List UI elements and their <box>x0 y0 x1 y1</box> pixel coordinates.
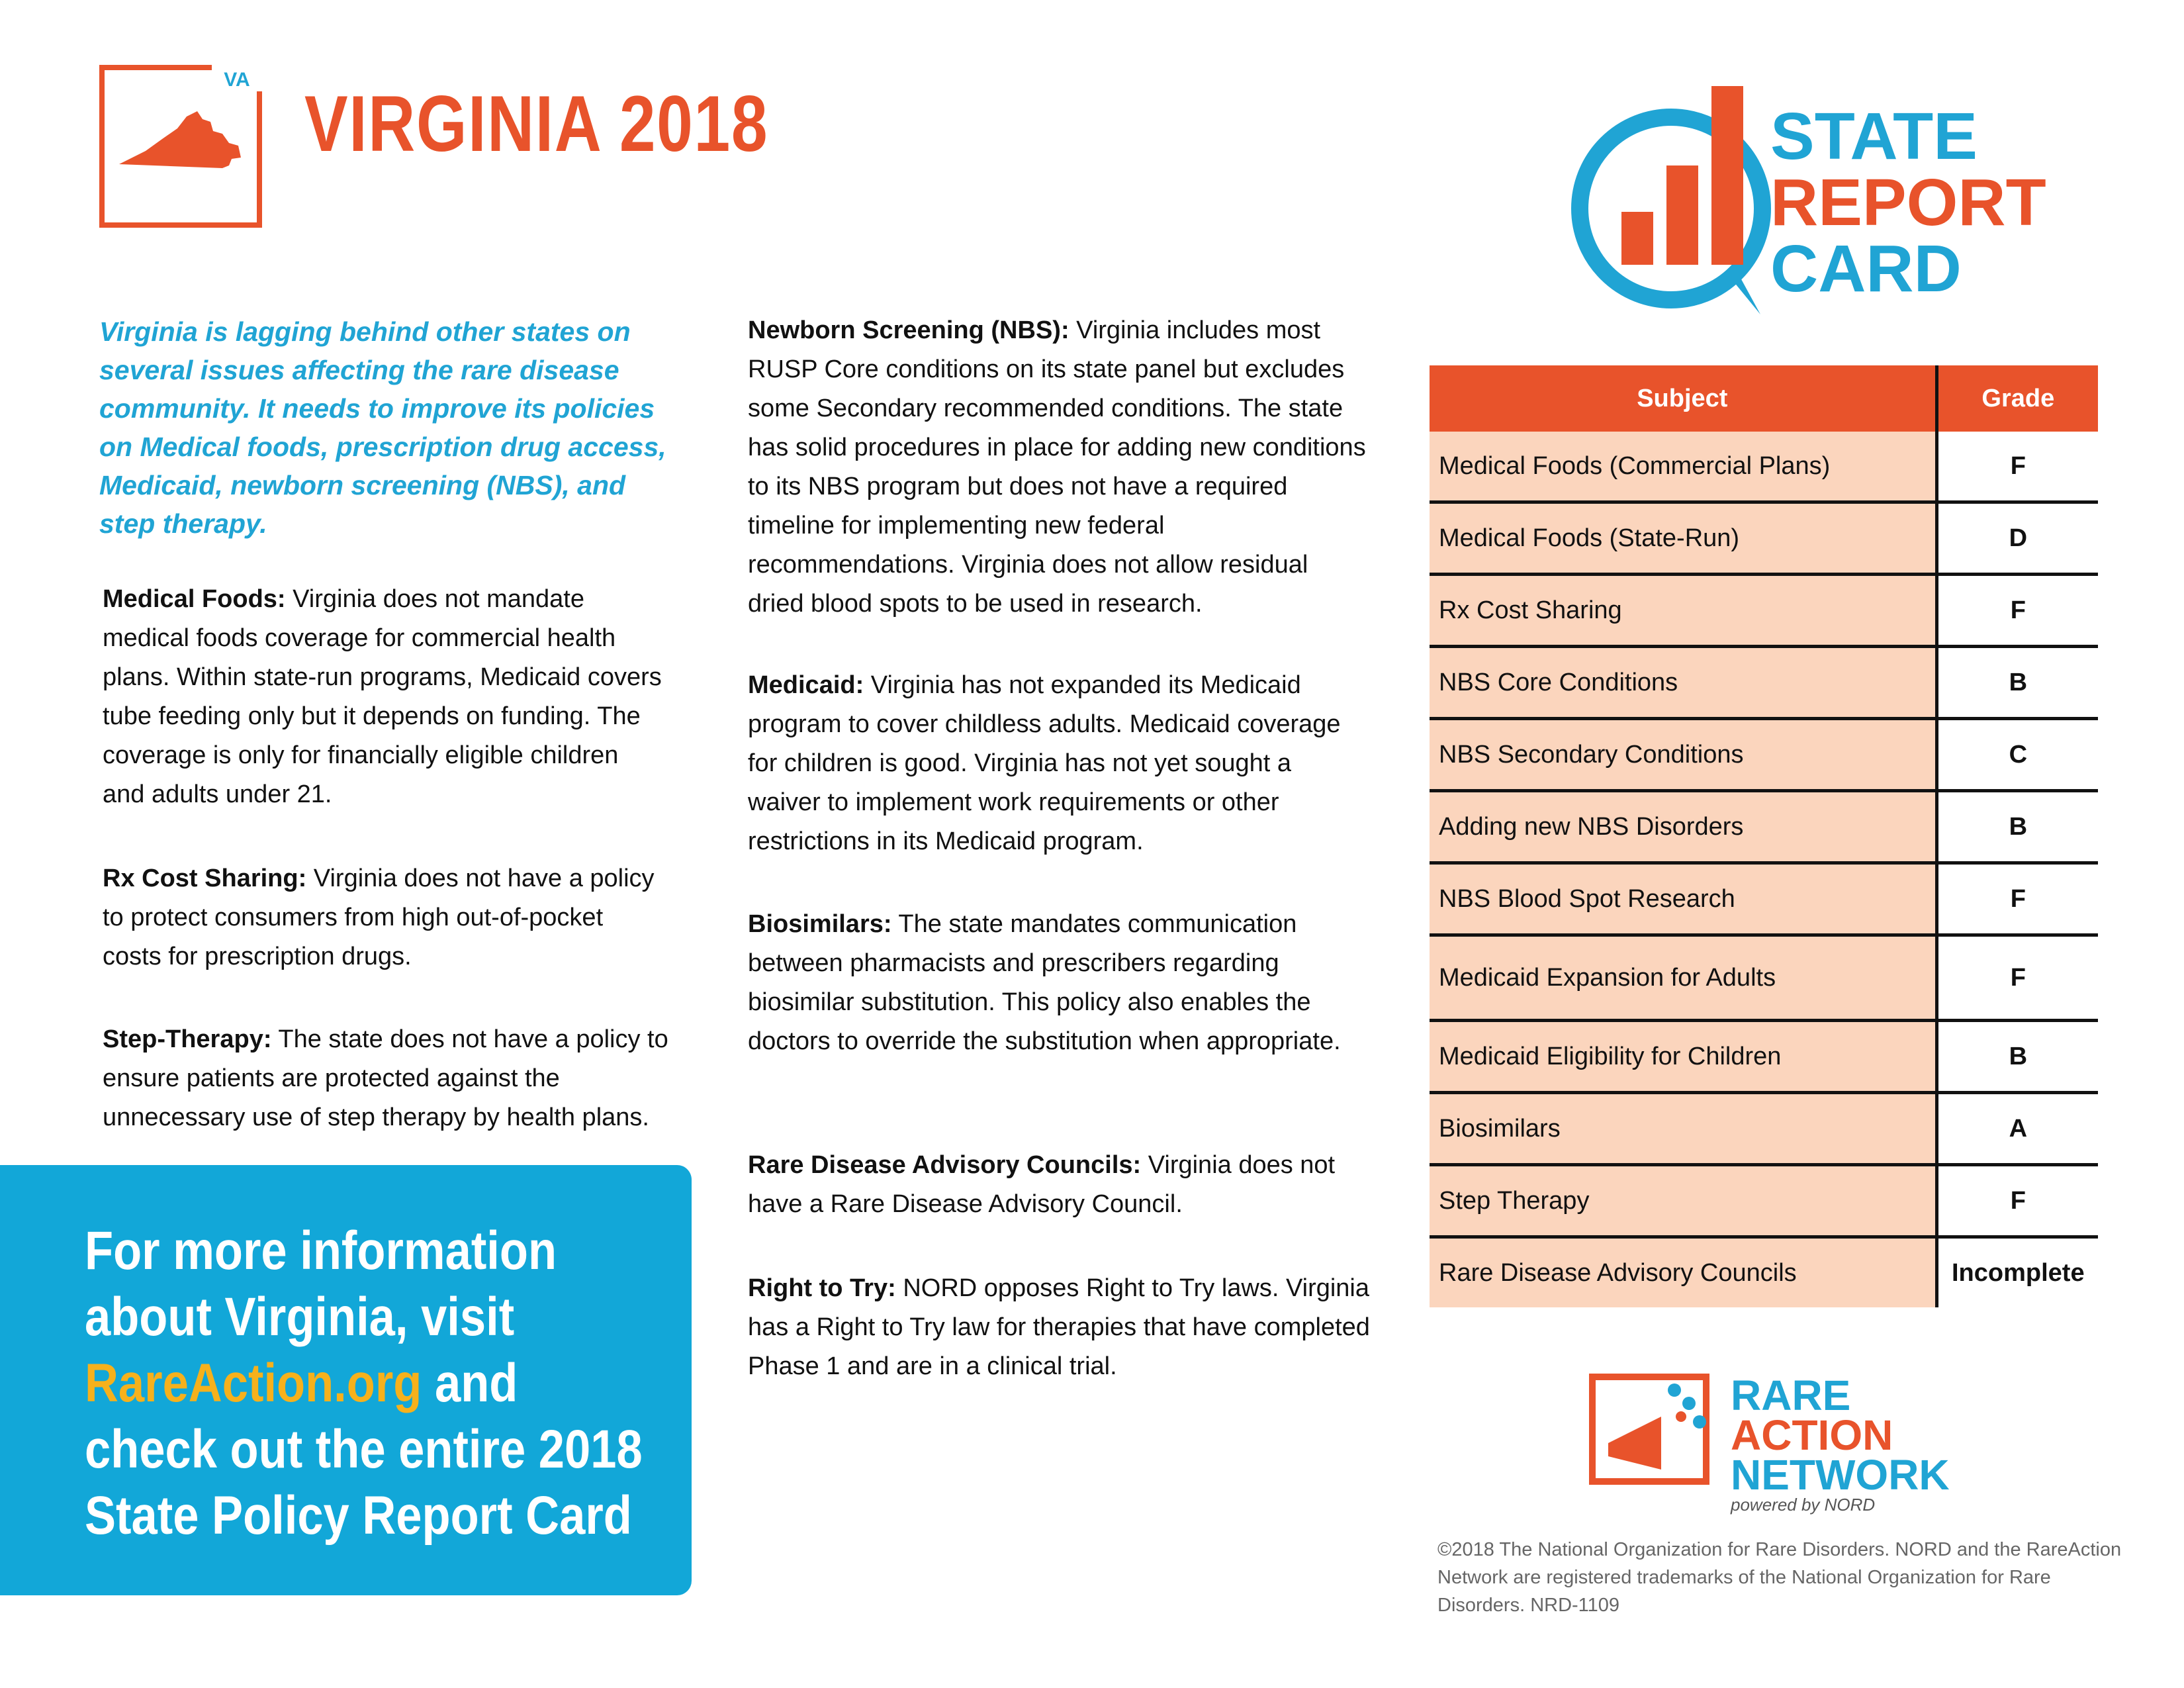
rare-action-network-logo <box>1588 1364 1985 1516</box>
table-row <box>1430 935 2098 1021</box>
ran-line-action: ACTION <box>1731 1411 1893 1459</box>
section-heading: Medicaid: <box>748 671 864 699</box>
section-newborn-screening <box>748 311 1370 624</box>
section-heading: Right to Try: <box>748 1274 896 1302</box>
section-heading: Step-Therapy: <box>103 1025 272 1053</box>
table-row <box>1430 502 2098 575</box>
section-medical-foods <box>103 580 665 814</box>
logo-line-state: STATE <box>1770 99 1978 173</box>
section-text: Virginia has not expanded its Medicaid program to cover childless adults. Medicaid coverage for children is good. Virginia has not yet sought a waiver to implement work requirements or other restrictions in its Medicaid program. <box>748 671 1341 855</box>
ran-line-rare: RARE <box>1731 1372 1851 1419</box>
subject-cell: NBS Secondary Conditions <box>1430 719 1936 791</box>
section-text: Virginia does not have a Rare Disease Advisory Council. <box>748 1151 1336 1218</box>
table-row <box>1430 575 2098 647</box>
ran-line-network: NETWORK <box>1731 1451 1950 1499</box>
grade-cell: B <box>1936 647 2098 719</box>
section-heading: Rare Disease Advisory Councils: <box>748 1151 1142 1179</box>
logo-line-report: REPORT <box>1770 165 2046 240</box>
megaphone-icon <box>1608 1417 1661 1470</box>
column-header-subject: Subject <box>1430 365 1936 432</box>
table-row <box>1430 863 2098 935</box>
subject-cell: Biosimilars <box>1430 1093 1936 1165</box>
grade-cell: F <box>1936 863 2098 935</box>
table-row <box>1430 647 2098 719</box>
table-row <box>1430 719 2098 791</box>
grade-cell: Incomplete <box>1936 1237 2098 1308</box>
grade-cell: F <box>1936 432 2098 502</box>
section-heading: Rx Cost Sharing: <box>103 865 307 892</box>
state-report-card-logo <box>1542 86 2071 324</box>
subject-cell: Medicaid Expansion for Adults <box>1430 935 1936 1021</box>
table-row <box>1430 1021 2098 1093</box>
ran-tagline: powered by NORD <box>1731 1495 1876 1515</box>
section-text: Virginia includes most RUSP Core conditions on its state panel but excludes some Secondary recommended conditions. The state has solid procedures in place for adding new conditions to its NBS program but does not have a required timeline for implementing new federal recommendations. Virginia does not allow residual dried blood spots to be used in research. <box>748 316 1366 618</box>
section-heading: Medical Foods: <box>103 585 286 613</box>
virginia-state-badge <box>99 65 262 228</box>
grade-table <box>1430 365 2098 1307</box>
table-row <box>1430 432 2098 502</box>
section-text: Virginia does not have a policy to protect consumers from high out-of-pocket costs for prescription drugs. <box>103 865 655 970</box>
callout-text-before: For more information about Virginia, visit <box>85 1221 557 1347</box>
grade-cell: D <box>1936 502 2098 575</box>
rareaction-link[interactable]: RareAction.org <box>85 1353 422 1413</box>
bar-chart-icon <box>1621 212 1653 265</box>
table-header-row <box>1430 365 2098 432</box>
table-row <box>1430 1237 2098 1308</box>
info-callout-text <box>85 1218 643 1549</box>
section-biosimilars <box>748 905 1370 1061</box>
page-title: VIRGINIA 2018 <box>304 79 769 168</box>
subject-cell: Medicaid Eligibility for Children <box>1430 1021 1936 1093</box>
section-heading: Newborn Screening (NBS): <box>748 316 1069 344</box>
subject-cell: Medical Foods (State-Run) <box>1430 502 1936 575</box>
table-row <box>1430 1093 2098 1165</box>
intro-summary: Virginia is lagging behind other states on several issues affecting the rare disease community. It needs to improve its policies on Medical foods, prescription drug access, Medicaid, newborn screening (NBS), and step therapy. <box>99 316 666 539</box>
table-row <box>1430 1165 2098 1237</box>
section-rare-disease-councils <box>748 1146 1370 1224</box>
grade-cell: B <box>1936 791 2098 863</box>
grade-cell: B <box>1936 1021 2098 1093</box>
grade-cell: A <box>1936 1093 2098 1165</box>
subject-cell: Rx Cost Sharing <box>1430 575 1936 647</box>
subject-cell: NBS Core Conditions <box>1430 647 1936 719</box>
subject-cell: Medical Foods (Commercial Plans) <box>1430 432 1936 502</box>
section-text: NORD opposes Right to Try laws. Virginia has a Right to Try law for therapies that have completed Phase 1 and are in a clinical trial. <box>748 1274 1370 1380</box>
subject-cell: Step Therapy <box>1430 1165 1936 1237</box>
subject-cell: Rare Disease Advisory Councils <box>1430 1237 1936 1308</box>
subject-cell: NBS Blood Spot Research <box>1430 863 1936 935</box>
badge-label: VA <box>224 69 250 91</box>
grade-cell: F <box>1936 1165 2098 1237</box>
section-text: The state mandates communication between pharmacists and prescribers regarding biosimilar substitution. This policy also enables the doctors to override the substitution when appropriate. <box>748 910 1341 1055</box>
section-rx-cost-sharing <box>103 859 665 976</box>
section-step-therapy <box>103 1020 685 1137</box>
grade-cell: F <box>1936 935 2098 1021</box>
logo-line-card: CARD <box>1770 232 1962 306</box>
section-heading: Biosimilars: <box>748 910 892 938</box>
callout-text-after: and check out the entire 2018 State Policy Report Card <box>85 1353 643 1546</box>
column-header-grade: Grade <box>1936 365 2098 432</box>
section-text: The state does not have a policy to ensure patients are protected against the unnecessary use of step therapy by health plans. <box>103 1025 668 1131</box>
grade-cell: C <box>1936 719 2098 791</box>
subject-cell: Adding new NBS Disorders <box>1430 791 1936 863</box>
copyright-notice: ©2018 The National Organization for Rare Disorders. NORD and the RareAction Network are registered trademarks of the National Organization for Rare Disorders. NRD-1109 <box>1437 1539 2122 1616</box>
virginia-map-icon <box>119 111 241 168</box>
table-row <box>1430 791 2098 863</box>
section-medicaid <box>748 666 1370 861</box>
section-right-to-try <box>748 1269 1370 1386</box>
section-text: Virginia does not mandate medical foods coverage for commercial health plans. Within state-run programs, Medicaid covers tube feeding only but it depends on funding. The coverage is only for financially eligible children and adults under 21. <box>103 585 662 808</box>
grade-cell: F <box>1936 575 2098 647</box>
